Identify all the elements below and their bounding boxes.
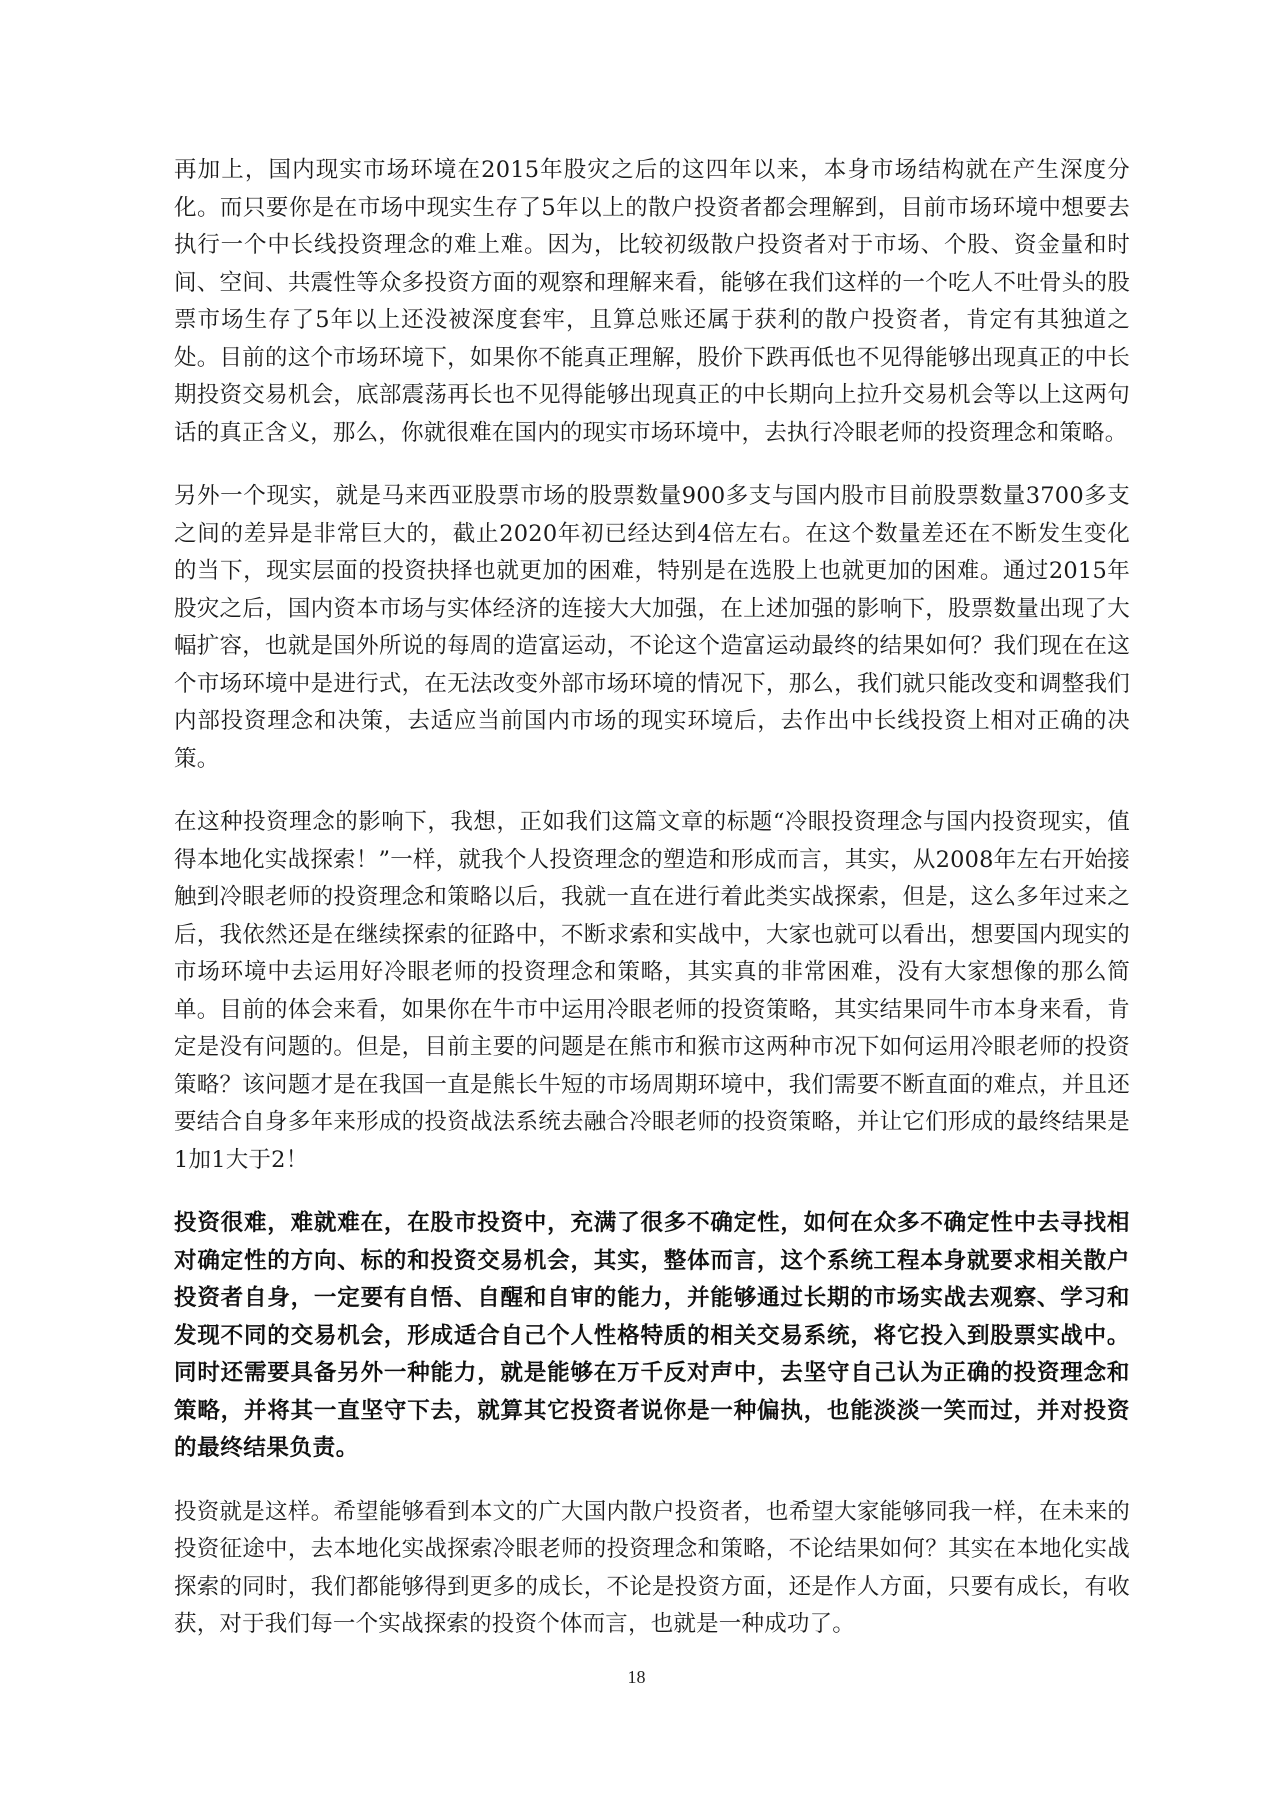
- paragraph-market-structure: 再加上，国内现实市场环境在2015年股灾之后的这四年以来，本身市场结构就在产生深度分化。而只要你是在市场中现实生存了5年以上的散户投资者都会理解到，目前市场环境中想要去执行一个中长线投资理念的难上难。因为，比较初级散户投资者对于市场、个股、资金量和时间、空间、共震性等众多投资方面的观察和理解来看，能够在我们这样的一个吃人不吐骨头的股票市场生存了5年以上还没被深度套牢，且算总账还属于获利的散户投资者，肯定有其独道之处。目前的这个市场环境下，如果你不能真正理解，股价下跌再低也不见得能够出现真正的中长期投资交易机会，底部震荡再长也不见得能够出现真正的中长期向上拉升交易机会等以上这两句话的真正含义，那么，你就很难在国内的现实市场环境中，去执行冷眼老师的投资理念和策略。: [174, 157, 1130, 446]
- paragraph-conclusion: 投资就是这样。希望能够看到本文的广大国内散户投资者，也希望大家能够同我一样，在未来的投资征途中，去本地化实战探索冷眼老师的投资理念和策略，不论结果如何？其实在本地化实战探索的同时，我们都能够得到更多的成长，不论是投资方面，还是作人方面，只要有成长，有收获，对于我们每一个实战探索的投资个体而言，也就是一种成功了。: [174, 1498, 1130, 1637]
- paragraph-stock-count: 另外一个现实，就是马来西亚股票市场的股票数量900多支与国内股市目前股票数量3700多支之间的差异是非常巨大的，截止2020年初已经达到4倍左右。在这个数量差还在不断发生变化的当下，现实层面的投资抉择也就更加的困难，特别是在选股上也就更加的困难。通过2015年股灾之后，国内资本市场与实体经济的连接大大加强，在上述加强的影响下，股票数量出现了大幅扩容，也就是国外所说的每周的造富运动，不论这个造富运动最终的结果如何？我们现在在这个市场环境中是进行式，在无法改变外部市场环境的情况下，那么，我们就只能改变和调整我们内部投资理念和决策，去适应当前国内市场的现实环境后，去作出中长线投资上相对正确的决策。: [174, 483, 1130, 772]
- document-body: [174, 152, 1130, 1670]
- paragraph-localization: 在这种投资理念的影响下，我想，正如我们这篇文章的标题“冷眼投资理念与国内投资现实，值得本地化实战探索！”一样，就我个人投资理念的塑造和形成而言，其实，从2008年左右开始接触到冷眼老师的投资理念和策略以后，我就一直在进行着此类实战探索，但是，这么多年过来之后，我依然还是在继续探索的征路中，不断求索和实战中，大家也就可以看出，想要国内现实的市场环境中去运用好冷眼老师的投资理念和策略，其实真的非常困难，没有大家想像的那么简单。目前的体会来看，如果你在牛市中运用冷眼老师的投资策略，其实结果同牛市本身来看，肯定是没有问题的。但是，目前主要的问题是在熊市和猴市这两种市况下如何运用冷眼老师的投资策略？该问题才是在我国一直是熊长牛短的市场周期环境中，我们需要不断直面的难点，并且还要结合自身多年来形成的投资战法系统去融合冷眼老师的投资策略，并让它们形成的最终结果是1加1大于2！: [174, 809, 1130, 1173]
- paragraph-investment-difficulty: 投资很难，难就难在，在股市投资中，充满了很多不确定性，如何在众多不确定性中去寻找相对确定性的方向、标的和投资交易机会，其实，整体而言，这个系统工程本身就要求相关散户投资者自身，一定要有自悟、自醒和自审的能力，并能够通过长期的市场实战去观察、学习和发现不同的交易机会，形成适合自己个人性格特质的相关交易系统，将它投入到股票实战中。同时还需要具备另外一种能力，就是能够在万千反对声中，去坚守自己认为正确的投资理念和策略，并将其一直坚守下去，就算其它投资者说你是一种偏执，也能淡淡一笑而过，并对投资的最终结果负责。: [174, 1210, 1130, 1461]
- page-number: 18: [627, 1667, 646, 1687]
